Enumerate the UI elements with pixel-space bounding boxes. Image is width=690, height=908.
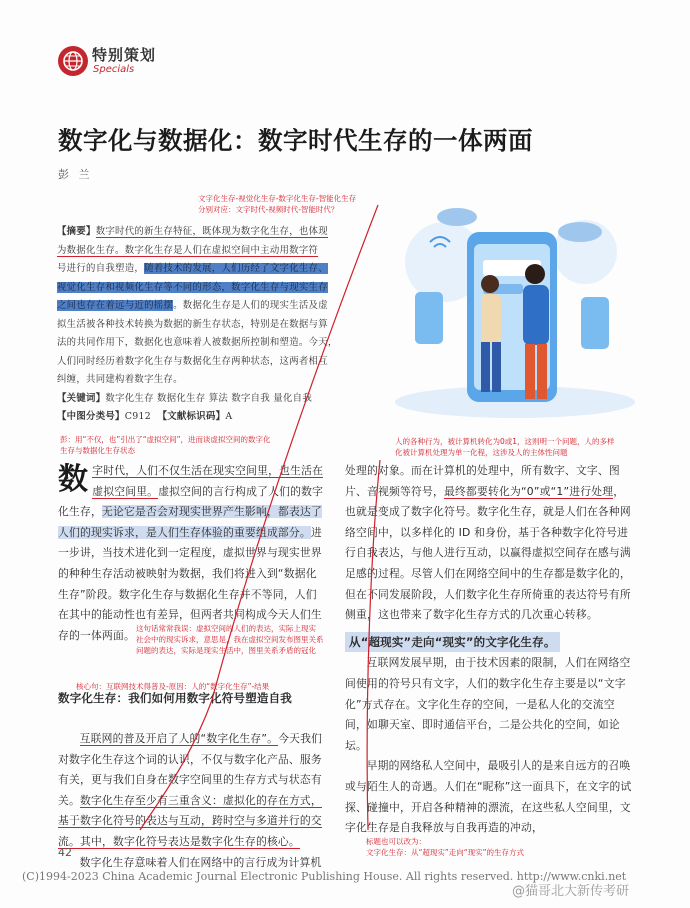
section-name: 特别策划: [92, 46, 157, 64]
article-author: 彭 兰: [58, 168, 93, 181]
underlined-sentence: 数字化生存至少有三重含义：虚拟化的存在方式，基于数字化符号的表达与互动，跨时空与多道并行的交流。其中，数字化符号表达是数字化生存的核心。: [58, 793, 322, 848]
abstract-highlight: 随着技术的发展，人们历经了文字化生存、: [144, 263, 328, 274]
abstract-line: 。数据化生存是人们的现实生活及虚: [173, 300, 328, 311]
note-col-1: 这句话常常我误：虚拟空间的人们的表达，实际上现实: [136, 624, 316, 633]
body-text: 处理的对象。而在计算机的处理中，所有数字、文字、图片、音视频等符号，: [345, 464, 620, 498]
abstract-highlight: 视觉化生存和视频化生存等不同的形态，数字化生存与现实生存: [57, 281, 328, 293]
keywords: 数字化生存 数据化生存 算法 数字自我 量化自我: [105, 392, 313, 404]
note-col-3: 问题的表达，实际是现实生活中，图里关系矛盾的冠化: [136, 646, 316, 655]
section-name-en: Specials: [93, 64, 135, 75]
classification-code: C912: [124, 411, 152, 422]
keywords-label: 【关键词】: [57, 392, 106, 404]
abstract-line: 拟生活被各种技术转换为数据的新生存状态，特别是在数据与算: [57, 318, 328, 330]
note-bottom-2: 文字化生存：从“超现实”走向“现实”的生存方式: [366, 848, 525, 857]
body-text: 今天我们对数字化生存这个词的认识，不仅与数字化产品、服务有关，更与我们自身在数字空间里的生存方式与状态有关。: [58, 731, 323, 807]
body-text: 数字化生存意味着人们在网络中的言行成为计算机: [79, 855, 322, 869]
section-heading: 数字化生存：我们如何用数字化符号塑造自我: [58, 691, 292, 706]
body-text: 互联网发展早期，由于技术因素的限制，人们在网络空间使用的符号只有文字，人们的数字化生存主要是以“文字化”方式存在。文字化生存的空间，一是私人化的交流空间，如聊天室、即时通信平台，二是公共化的空间，如论坛。: [345, 656, 631, 752]
note-col-2: 社会中的现实诉求，意思是，我在虚拟空间发布图里关系: [136, 635, 324, 644]
abstract-line: 纠缠，共同建构着数字生存。: [57, 374, 183, 385]
page-number: 42: [58, 846, 72, 859]
highlighted-sentence: 无论它是否会对现实世界产生影响，都表达了人们的现实诉求，是人们生存体验的重要组成部分。: [58, 505, 322, 539]
copyright-footer: (C)1994-2023 China Academic Journal Electronic Publishing House. All rights reserved. http://www.cnki.net: [22, 870, 627, 883]
underlined-sentence: 最终都要转化为“0”或“1”进行处理: [443, 484, 614, 498]
body-text: ，也就是变成了数字化符号。数字化生存，就是人们在各种网络空间中，以多样化的 ID 和身份，基于各种数字化符号进行自我表达，与他人进行互动，以赢得虚拟空间存在感与满足感的过程。尽管人们在网络空间中的生存都是数字化的，但在不同发展阶段，人们数字化生存所倚重的表达符号有所侧重，这也带来了数字化生存方式的几次重心转移。: [345, 484, 631, 622]
note-top-1: 文字化生存-视觉化生存-数字化生存-智能化生存: [198, 194, 357, 203]
doc-code-label: 【文献标识码】: [157, 411, 226, 422]
doc-code: A: [225, 411, 233, 422]
abstract-line: 人们同时经历着数字化生存与数据化生存两种状态，这两者相互: [57, 355, 328, 367]
note-bottom-1: 标题也可以改为：: [366, 837, 426, 846]
body-text: 虚拟空间的言行构成了人们的数字化生存，: [58, 484, 324, 519]
note-right-2: 化被计算机处理为单一化程，这涉及人的主体性问题: [395, 448, 568, 457]
classification-label: 【中图分类号】: [57, 411, 125, 422]
abstract-label: 【摘要】: [57, 226, 96, 237]
article-title: 数字化与数据化：数字时代生存的一体两面: [58, 126, 533, 155]
body-text: 字时代，人们不仅生活在现实空间里，也生活在虚拟空间里。: [92, 464, 324, 498]
note-mid-1: 彭：用“不仅，也”引出了“虚拟空间”，进而谈虚拟空间的数字化: [60, 435, 271, 444]
watermark: @猫哥北大新传考研: [512, 884, 630, 899]
note-core: 核心句：互联网技术得普及-原因：人的“数字化生存”-结果: [76, 682, 270, 691]
abstract-line: 法的共同作用下，数据化也意味着人被数据所控制和塑造。今天，: [57, 337, 338, 348]
body-text: 互联网的普及开启了人的“数字化生存”。: [79, 731, 279, 745]
abstract-line: 为数据化生存。数字化生存是人们在虚拟空间中主动用数字符: [57, 244, 319, 256]
note-mid-2: 生存与数据化生存状态: [60, 446, 135, 455]
abstract-line: 数字时代的新生存特征，既体现为数字化生存，也体现: [95, 226, 328, 237]
note-top-2: 分别对应：文字时代-视频时代-智能时代？: [198, 205, 339, 214]
body-text: 进一步讲，当技术进化到一定程度，虚拟世界与现实世界的种种生存活动被映射为数据，我们将进入到“数据化生存”阶段。数字化生存与数据化生存并不等同，人们在其中的能动性也有差异，但两者共同构成今天人们生存的一体两面。: [58, 525, 322, 642]
drop-cap: 数: [58, 462, 89, 497]
section-heading: 从“超现实”走向“现实”的文字化生存。: [345, 632, 560, 653]
abstract-line: 号进行的自我塑造，: [57, 263, 145, 274]
note-right-1: 人的各种行为，被计算机转化为0或1，这则明一个问题，人的多样: [395, 437, 615, 446]
body-text: 早期的网络私人空间中，最吸引人的是来自远方的召唤或与陌生人的奇遇。人们在“昵称”这一面具下，在文字的试探、碰撞中，开启各种精神的漂流，在这些私人空间里，文字化生存是自我释放与自我再造的冲动，: [345, 759, 632, 835]
abstract-highlight: 之间也存在着远与近的摇摆: [57, 300, 174, 311]
